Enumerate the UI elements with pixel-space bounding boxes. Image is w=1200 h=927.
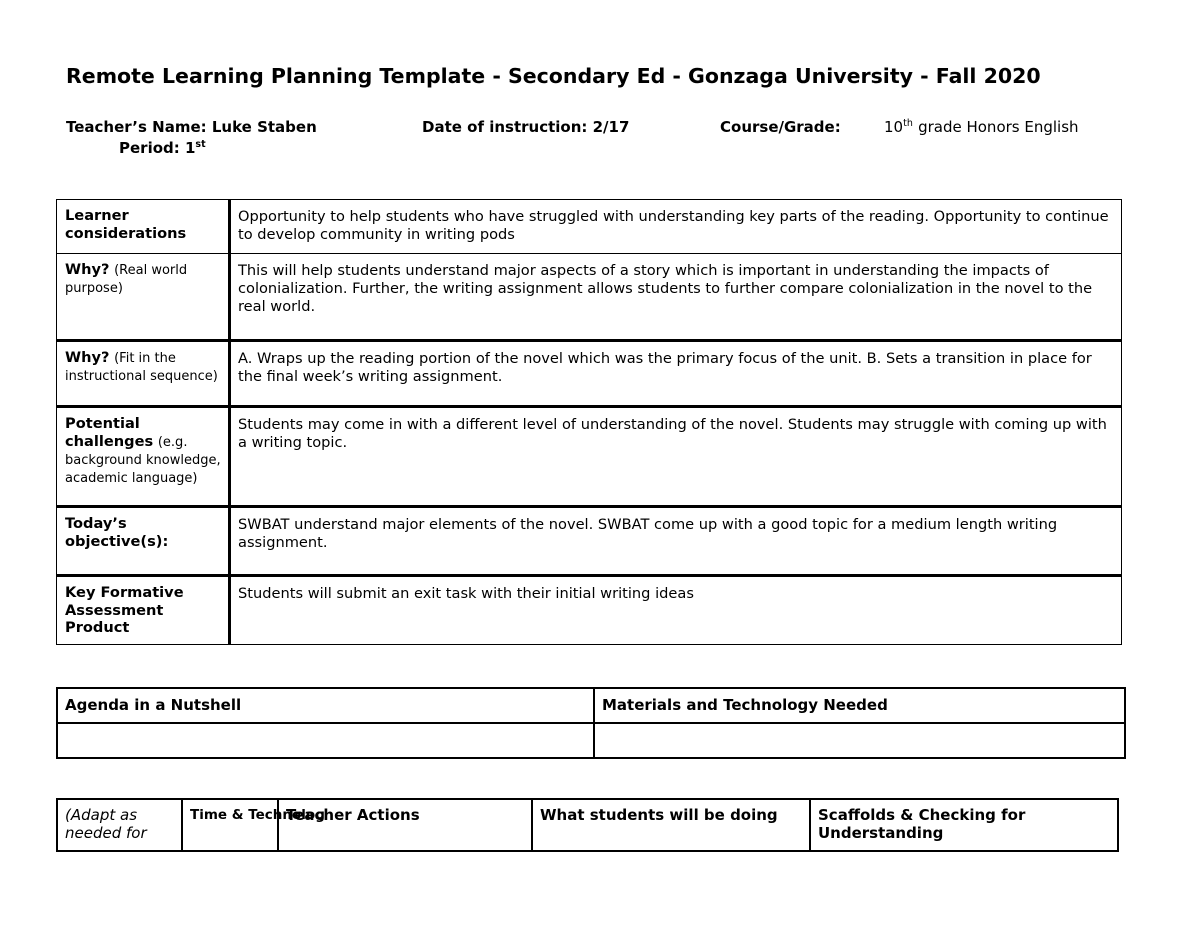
course-name: grade Honors English [918,118,1079,136]
planning-content: A. Wraps up the reading portion of the novel which was the primary focus of the unit. B. Sets a transition in place for the final week’s writing assignment. [230,341,1122,407]
period-value: 1 [184,139,196,157]
planning-label: Today’s objective(s): [57,507,230,576]
agenda-cell[interactable] [57,723,594,758]
teacher-name-label: Teacher’s Name: [66,118,207,136]
planning-label: Why? (Fit in the instructional sequence) [57,341,230,407]
planning-label: Learner considerations [57,200,230,254]
planning-row-why-real-world [57,254,1122,341]
teacher-name-value: Luke Staben [211,118,317,136]
planning-row-learner [57,200,1122,254]
planning-label: Key Formative Assessment Product [57,576,230,645]
scaffolds-header: Scaffolds & Checking for Understanding [810,799,1118,851]
agenda-header-row [57,688,1125,723]
teacher-actions-header: Teacher Actions [278,799,532,851]
sequence-table [56,798,1119,852]
materials-cell[interactable] [594,723,1125,758]
planning-content: Opportunity to help students who have struggled with understanding key parts of the reading. Opportunity to continue to develop community in writing pods [230,200,1122,254]
period-field [119,139,206,157]
student-actions-header: What students will be doing [532,799,810,851]
materials-header: Materials and Technology Needed [594,688,1125,723]
agenda-table [56,687,1126,759]
time-column-header: Time & Technolog [182,799,278,851]
period-ordinal: st [195,139,206,150]
planning-content: SWBAT understand major elements of the novel. SWBAT come up with a good topic for a medium length writing assignment. [230,507,1122,576]
planning-row-assessment [57,576,1122,645]
planning-label: Potential challenges (e.g. background knowledge, academic language) [57,407,230,507]
planning-content: Students may come in with a different level of understanding of the novel. Students may struggle with coming up with a writing topic. [230,407,1122,507]
agenda-body-row [57,723,1125,758]
planning-row-challenges [57,407,1122,507]
page-title: Remote Learning Planning Template - Secondary Ed - Gonzaga University - Fall 2020 [66,64,1041,88]
planning-row-objectives [57,507,1122,576]
agenda-header: Agenda in a Nutshell [57,688,594,723]
period-label: Period: [119,139,180,157]
course-grade-label: Course/Grade: [720,118,841,136]
teacher-name-field [66,118,317,136]
sequence-header-row [57,799,1118,851]
planning-content: This will help students understand major aspects of a story which is important in understanding the impacts of colonialization. Further, the writing assignment allows students to further compare colonialization in the novel to the real world. [230,254,1122,341]
date-label: Date of instruction: [422,118,588,136]
date-field [422,118,629,136]
date-value: 2/17 [592,118,630,136]
adapt-column-header: (Adapt as needed for [57,799,182,851]
course-grade-value [884,118,1079,136]
grade-number: 10 [884,118,904,136]
grade-ordinal: th [903,118,913,129]
planning-content: Students will submit an exit task with their initial writing ideas [230,576,1122,645]
planning-table [56,199,1122,645]
planning-row-why-sequence [57,341,1122,407]
planning-label: Why? (Real world purpose) [57,254,230,341]
